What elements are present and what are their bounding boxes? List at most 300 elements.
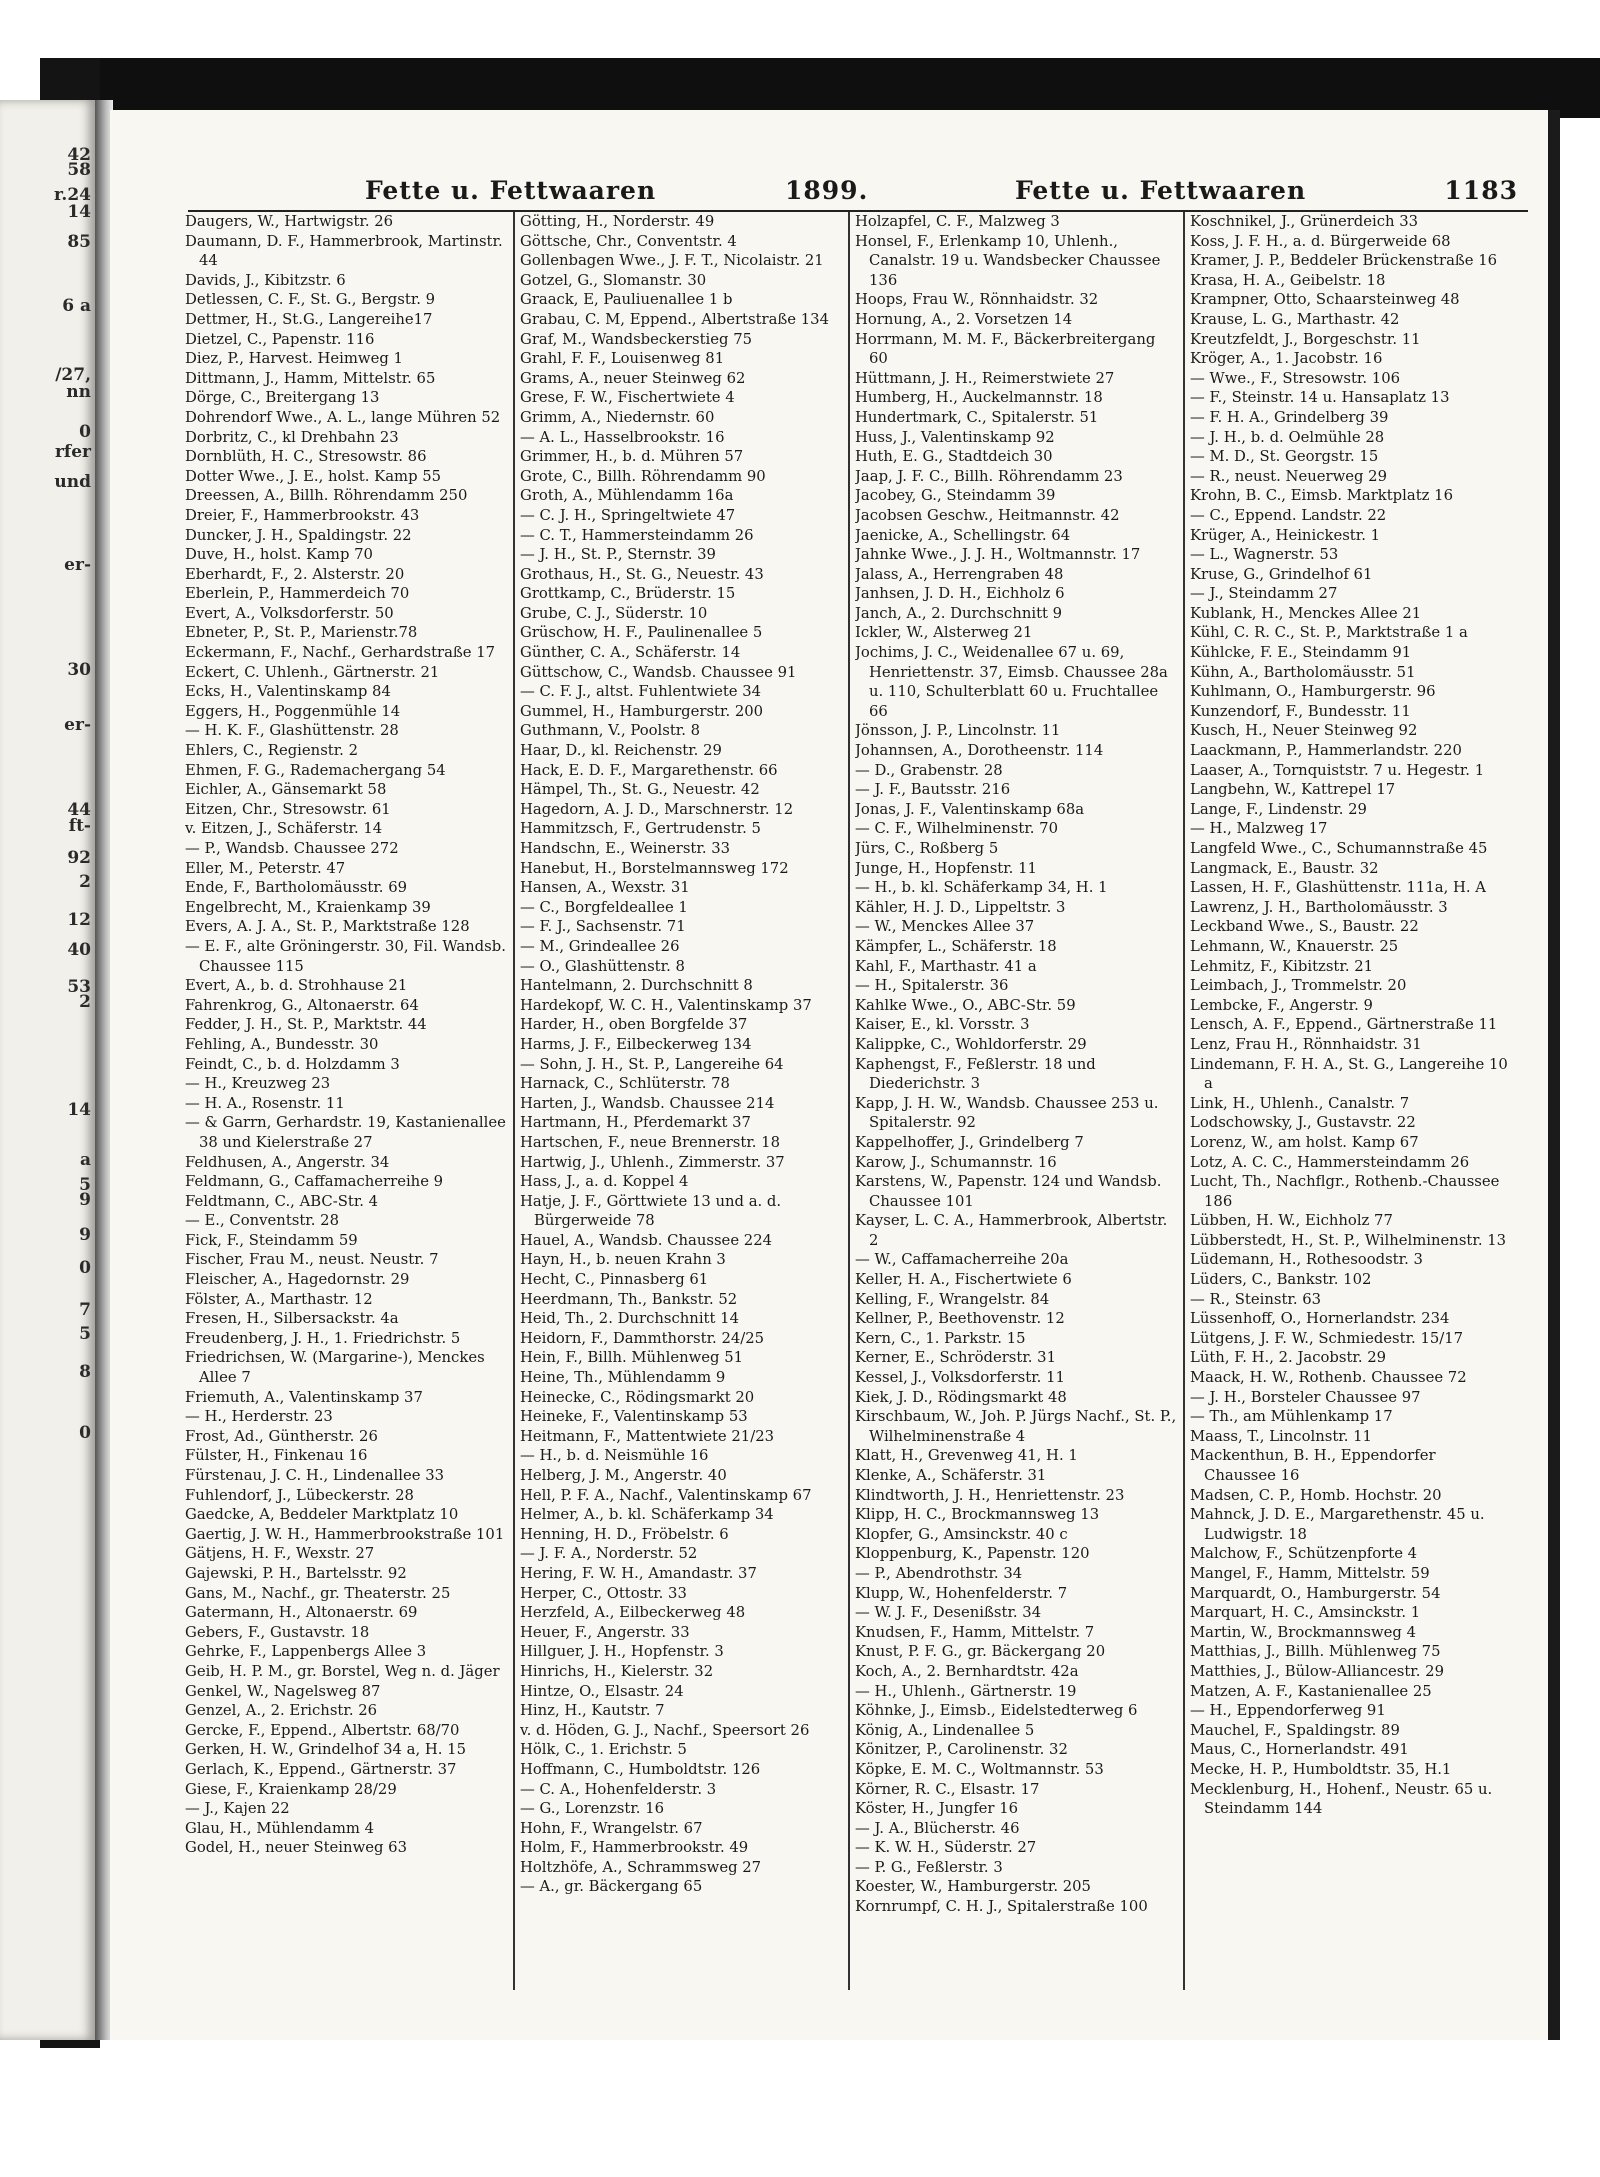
directory-entry: Götting, H., Norderstr. 49 (520, 213, 715, 230)
directory-entry: Fleischer, A., Hagedornstr. 29 (185, 1271, 410, 1289)
directory-columns (185, 212, 1515, 1992)
directory-entry: Godel, H., neuer Steinweg 63 (185, 1839, 407, 1857)
directory-entry: Frost, Ad., Güntherstr. 26 (185, 1427, 378, 1445)
directory-entry: Heitmann, F., Mattentwiete 21/23 (520, 1427, 775, 1445)
directory-column-2 (520, 212, 842, 1990)
directory-entry: Jacobey, G., Steindamm 39 (855, 487, 1056, 505)
directory-entry: Knust, P. F. G., gr. Bäckergang 20 (855, 1643, 1106, 1661)
directory-entry: Könitzer, P., Carolinenstr. 32 (855, 1741, 1068, 1759)
directory-entry: Haar, D., kl. Reichenstr. 29 (520, 742, 722, 760)
directory-entry: — D., Grabenstr. 28 (855, 761, 1003, 779)
directory-entry: Grüschow, H. F., Paulinenallee 5 (520, 624, 763, 642)
directory-entry: Klupp, W., Hohenfelderstr. 7 (855, 1584, 1068, 1602)
directory-entry: Grothaus, H., St. G., Neuestr. 43 (520, 565, 764, 583)
directory-entry: Kruse, G., Grindelhof 61 (1190, 565, 1373, 583)
directory-entry: Heineke, F., Valentinskamp 53 (520, 1408, 748, 1426)
directory-entry: — C. F. J., altst. Fuhlentwiete 34 (520, 683, 762, 701)
directory-entry: Marquardt, O., Hamburgerstr. 54 (1190, 1584, 1441, 1602)
directory-entry: — P. G., Feßlerstr. 3 (855, 1858, 1003, 1876)
directory-entry: Eckermann, F., Nachf., Gerhardstraße 17 (185, 644, 496, 662)
column-divider (513, 212, 515, 1990)
directory-entry: Fülster, H., Finkenau 16 (185, 1447, 368, 1465)
directory-column-4 (1190, 212, 1512, 1990)
directory-entry: Laackmann, P., Hammerlandstr. 220 (1190, 742, 1462, 760)
directory-entry: Köpke, E. M. C., Woltmannstr. 53 (855, 1760, 1104, 1778)
directory-entry: Fürstenau, J. C. H., Lindenallee 33 (185, 1467, 445, 1484)
directory-entry: Lassen, H. F., Glashüttenstr. 111a, H. A (1190, 879, 1486, 897)
directory-entry: Geib, H. P. M., gr. Borstel, Weg n. d. Jäger (185, 1662, 500, 1680)
directory-entry: Kreutzfeldt, J., Borgeschstr. 11 (1190, 330, 1421, 348)
previous-page-text: 85 (67, 232, 91, 252)
previous-page-text: 42 (67, 145, 91, 165)
directory-entry: Günther, C. A., Schäferstr. 14 (520, 644, 741, 662)
directory-entry: Huss, J., Valentinskamp 92 (855, 428, 1055, 446)
directory-entry: Gerlach, K., Eppend., Gärtnerstr. 37 (185, 1760, 457, 1778)
directory-entry: Harnack, C., Schlüterstr. 78 (520, 1075, 730, 1093)
directory-entry: Henning, H. D., Fröbelstr. 6 (520, 1525, 729, 1543)
directory-entry: Leimbach, J., Trommelstr. 20 (1190, 977, 1407, 995)
directory-entry: Daumann, D. F., Hammerbrook, Martinstr. 44 (185, 232, 503, 270)
directory-entry: Klindtworth, J. H., Henriettenstr. 23 (855, 1486, 1125, 1504)
directory-entry: Dreessen, A., Billh. Röhrendamm 250 (185, 487, 468, 505)
directory-entry: Kahl, F., Marthastr. 41 a (855, 957, 1037, 975)
previous-page-text: 14 (67, 202, 91, 222)
directory-entry: Hatje, J. F., Görttwiete 13 und a. d. Bürgerweide 78 (520, 1192, 782, 1230)
directory-entry: Kühlcke, F. E., Steindamm 91 (1190, 644, 1412, 662)
directory-entry: Fehling, A., Bundesstr. 30 (185, 1035, 379, 1053)
directory-entry: — H., Herderstr. 23 (185, 1408, 333, 1426)
directory-entry: Kröger, A., 1. Jacobstr. 16 (1190, 350, 1383, 368)
directory-entry: — R., Steinstr. 63 (1190, 1290, 1322, 1308)
page-header (110, 170, 1530, 214)
directory-entry: Kiek, J. D., Rödingsmarkt 48 (855, 1388, 1067, 1406)
previous-page-text: 5 (79, 1175, 91, 1195)
directory-entry: Gercke, F., Eppend., Albertstr. 68/70 (185, 1721, 460, 1739)
directory-entry: Lindemann, F. H. A., St. G., Langereihe 10 a (1190, 1055, 1508, 1093)
previous-page-text: rfer (54, 442, 91, 462)
scan-frame-top (40, 58, 1600, 118)
directory-entry: — C., Eppend. Landstr. 22 (1190, 506, 1387, 524)
directory-entry: — E., Conventstr. 28 (185, 1212, 339, 1230)
directory-entry: — G., Lorenzstr. 16 (520, 1800, 665, 1818)
directory-entry: Güttschow, C., Wandsb. Chaussee 91 (520, 663, 797, 681)
directory-entry: Fedder, J. H., St. P., Marktstr. 44 (185, 1016, 427, 1034)
directory-entry: Feindt, C., b. d. Holzdamm 3 (185, 1055, 400, 1073)
directory-entry: Fahrenkrog, G., Altonaerstr. 64 (185, 996, 419, 1014)
directory-entry: Jönsson, J. P., Lincolnstr. 11 (855, 722, 1061, 740)
directory-entry: — C. J. H., Springeltwiete 47 (520, 506, 736, 524)
directory-entry: Herzfeld, A., Eilbeckerweg 48 (520, 1604, 746, 1622)
directory-entry: — & Garrn, Gerhardstr. 19, Kastanienallee 38 und Kielerstraße 27 (185, 1114, 506, 1151)
directory-entry: König, A., Lindenallee 5 (855, 1721, 1035, 1739)
directory-entry: Ende, F., Bartholomäusstr. 69 (185, 879, 408, 897)
directory-entry: Evers, A. J. A., St. P., Marktstraße 128 (185, 918, 470, 936)
directory-entry: Eller, M., Peterstr. 47 (185, 859, 346, 877)
directory-entry: Hölk, C., 1. Erichstr. 5 (520, 1741, 687, 1759)
directory-entry: — O., Glashüttenstr. 8 (520, 957, 685, 975)
previous-page-text: 7 (79, 1300, 91, 1320)
directory-entry: Mecklenburg, H., Hohenf., Neustr. 65 u. Steindamm 144 (1190, 1780, 1493, 1818)
directory-entry: Heerdmann, Th., Bankstr. 52 (520, 1290, 738, 1308)
directory-entry: Genzel, A., 2. Erichstr. 26 (185, 1702, 378, 1720)
directory-entry: Heuer, F., Angerstr. 33 (520, 1623, 690, 1641)
directory-entry: Jalass, A., Herrengraben 48 (855, 565, 1064, 583)
directory-entry: Lotz, A. C. C., Hammersteindamm 26 (1190, 1153, 1470, 1171)
directory-entry: Ecks, H., Valentinskamp 84 (185, 683, 391, 701)
previous-page-text: ft- (68, 816, 91, 836)
directory-entry: Jürs, C., Roßberg 5 (855, 840, 999, 857)
directory-entry: Krasa, H. A., Geibelstr. 18 (1190, 271, 1386, 289)
previous-page-text: 5 (79, 1324, 91, 1344)
directory-entry: Grottkamp, C., Brüderstr. 15 (520, 585, 736, 603)
directory-entry: Lüdemann, H., Rothesoodstr. 3 (1190, 1251, 1423, 1269)
previous-page-text: 8 (79, 1362, 91, 1382)
directory-entry: Hartschen, F., neue Brennerstr. 18 (520, 1133, 781, 1151)
directory-entry: Grote, C., Billh. Röhrendamm 90 (520, 467, 766, 485)
directory-entry: Hayn, H., b. neuen Krahn 3 (520, 1251, 726, 1269)
previous-page-text: 30 (67, 660, 91, 680)
directory-entry: — K. W. H., Süderstr. 27 (855, 1839, 1037, 1857)
directory-entry: Eitzen, Chr., Stresowstr. 61 (185, 800, 391, 818)
directory-entry: Hüttmann, J. H., Reimerstwiete 27 (855, 369, 1115, 387)
directory-entry: Lensch, A. F., Eppend., Gärtnerstraße 11 (1190, 1016, 1498, 1034)
directory-entry: Grahl, F. F., Louisenweg 81 (520, 350, 725, 368)
directory-entry: Feldhusen, A., Angerstr. 34 (185, 1153, 390, 1171)
previous-page-text: 6 a (62, 296, 91, 316)
directory-entry: Krampner, Otto, Schaarsteinweg 48 (1190, 291, 1460, 309)
header-left-title: Fette u. Fettwaaren (365, 176, 657, 205)
directory-entry: Dreier, F., Hammerbrookstr. 43 (185, 506, 420, 524)
directory-entry: Evert, A., b. d. Strohhause 21 (185, 977, 408, 995)
directory-entry: Dörge, C., Breitergang 13 (185, 389, 380, 407)
previous-page-text: 9 (79, 1225, 91, 1245)
directory-entry: Jochims, J. C., Weidenallee 67 u. 69, Henriettenstr. 37, Eimsb. Chaussee 28a u. 110, Schulterblatt 60 u. Fruchtallee 66 (855, 644, 1168, 720)
directory-entry: Hauel, A., Wandsb. Chaussee 224 (520, 1231, 773, 1249)
directory-entry: Hintze, O., Elsastr. 24 (520, 1682, 684, 1700)
directory-entry: — P., Wandsb. Chaussee 272 (185, 840, 399, 857)
directory-entry: Kämpfer, L., Schäferstr. 18 (855, 937, 1057, 955)
directory-entry: Kloppenburg, K., Papenstr. 120 (855, 1545, 1090, 1563)
directory-entry: — L., Wagnerstr. 53 (1190, 546, 1339, 564)
directory-entry: Kusch, H., Neuer Steinweg 92 (1190, 722, 1418, 740)
directory-entry: Humberg, H., Auckelmannstr. 18 (855, 389, 1103, 407)
directory-entry: — H., Uhlenh., Gärtnerstr. 19 (855, 1682, 1077, 1700)
directory-entry: Engelbrecht, M., Kraienkamp 39 (185, 898, 431, 916)
directory-entry: Hinz, H., Kautstr. 7 (520, 1702, 665, 1720)
directory-entry: Dorbritz, C., kl Drehbahn 23 (185, 428, 399, 446)
directory-entry: Matzen, A. F., Kastanienallee 25 (1190, 1682, 1432, 1700)
directory-entry: Daugers, W., Hartwigstr. 26 (185, 213, 394, 230)
directory-entry: Genkel, W., Nagelsweg 87 (185, 1682, 381, 1700)
previous-page-text: 40 (67, 940, 91, 960)
directory-entry: Hecht, C., Pinnasberg 61 (520, 1271, 709, 1289)
directory-entry: Mahnck, J. D. E., Margarethenstr. 45 u. Ludwigstr. 18 (1190, 1506, 1485, 1543)
directory-entry: Grese, F. W., Fischertwiete 4 (520, 389, 735, 407)
directory-entry: Lübberstedt, H., St. P., Wilhelminenstr. 13 (1190, 1231, 1507, 1249)
directory-entry: Hell, P. F. A., Nachf., Valentinskamp 67 (520, 1486, 812, 1504)
directory-entry: v. d. Höden, G. J., Nachf., Speersort 26 (520, 1721, 810, 1739)
directory-entry: Detlessen, C. F., St. G., Bergstr. 9 (185, 291, 436, 309)
directory-entry: Krohn, B. C., Eimsb. Marktplatz 16 (1190, 487, 1453, 505)
previous-page-text: 53 (67, 977, 91, 997)
directory-entry: Gotzel, G., Slomanstr. 30 (520, 271, 707, 289)
directory-entry: Lembcke, F., Angerstr. 9 (1190, 996, 1373, 1014)
directory-entry: Grube, C. J., Süderstr. 10 (520, 604, 708, 622)
column-divider (1183, 212, 1185, 1990)
directory-entry: Mackenthun, B. H., Eppendorfer Chaussee 16 (1190, 1447, 1436, 1484)
directory-entry: Harten, J., Wandsb. Chaussee 214 (520, 1094, 775, 1112)
directory-entry: Feldmann, G., Caffamacherreihe 9 (185, 1173, 444, 1191)
directory-entry: — M. D., St. Georgstr. 15 (1190, 448, 1379, 466)
directory-entry: Fuhlendorf, J., Lübeckerstr. 28 (185, 1486, 414, 1504)
directory-entry: Handschn, E., Weinerstr. 33 (520, 840, 731, 857)
directory-entry: Eberlein, P., Hammerdeich 70 (185, 585, 410, 603)
directory-entry: Fresen, H., Silbersackstr. 4a (185, 1310, 399, 1328)
directory-entry: Koschnikel, J., Grünerdeich 33 (1190, 213, 1419, 230)
directory-entry: Lawrenz, J. H., Bartholomäusstr. 3 (1190, 898, 1448, 916)
directory-entry: Karstens, W., Papenstr. 124 und Wandsb. Chaussee 101 (855, 1173, 1162, 1210)
directory-entry: Kayser, L. C. A., Hammerbrook, Albertstr. 2 (855, 1212, 1168, 1249)
directory-entry: Kaphengst, F., Feßlerstr. 18 und Diederichstr. 3 (855, 1055, 1096, 1093)
directory-entry: Eberhardt, F., 2. Alsterstr. 20 (185, 565, 405, 583)
directory-entry: — Th., am Mühlenkamp 17 (1190, 1408, 1393, 1426)
directory-entry: Hagedorn, A. J. D., Marschnerstr. 12 (520, 800, 794, 818)
directory-entry: Graf, M., Wandsbeckerstieg 75 (520, 330, 753, 348)
directory-entry: Lübben, H. W., Eichholz 77 (1190, 1212, 1393, 1230)
directory-entry: Lehmitz, F., Kibitzstr. 21 (1190, 957, 1374, 975)
directory-entry: Jonas, J. F., Valentinskamp 68a (855, 800, 1085, 818)
directory-entry: — J. F., Bautsstr. 216 (855, 781, 1011, 799)
directory-entry: Hundertmark, C., Spitalerstr. 51 (855, 408, 1099, 426)
directory-entry: — H., b. kl. Schäferkamp 34, H. 1 (855, 879, 1108, 897)
directory-entry: — H., Malzweg 17 (1190, 820, 1328, 838)
directory-entry: — H., Spitalerstr. 36 (855, 977, 1009, 995)
directory-entry: Keller, H. A., Fischertwiete 6 (855, 1271, 1072, 1289)
directory-entry: Hanebut, H., Borstelmannsweg 172 (520, 859, 789, 877)
directory-entry: Honsel, F., Erlenkamp 10, Uhlenh., Canalstr. 19 u. Wandsbecker Chaussee 136 (855, 232, 1161, 289)
directory-entry: Kerner, E., Schröderstr. 31 (855, 1349, 1056, 1367)
directory-entry: Fischer, Frau M., neust. Neustr. 7 (185, 1251, 439, 1269)
directory-entry: Göttsche, Chr., Conventstr. 4 (520, 232, 737, 250)
directory-entry: Lüth, F. H., 2. Jacobstr. 29 (1190, 1349, 1387, 1367)
column-divider (848, 212, 850, 1990)
directory-entry: — J., Steindamm 27 (1190, 585, 1338, 603)
directory-entry: — H. A., Rosenstr. 11 (185, 1094, 345, 1112)
directory-entry: Ebneter, P., St. P., Marienstr.78 (185, 624, 418, 642)
directory-entry: Davids, J., Kibitzstr. 6 (185, 271, 346, 289)
directory-entry: Langfeld Wwe., C., Schumannstraße 45 (1190, 840, 1488, 857)
directory-entry: Hartmann, H., Pferdemarkt 37 (520, 1114, 751, 1132)
previous-page-text: 0 (79, 1258, 91, 1278)
previous-page-text: r.24 (54, 185, 91, 205)
previous-page-text: 9 (79, 1190, 91, 1210)
directory-entry: Körner, R. C., Elsastr. 17 (855, 1780, 1040, 1798)
directory-entry: — H., Eppendorferweg 91 (1190, 1702, 1386, 1720)
directory-entry: Matthies, J., Bülow-Alliancestr. 29 (1190, 1662, 1444, 1680)
directory-entry: Karow, J., Schumannstr. 16 (855, 1153, 1057, 1171)
directory-entry: Kühl, C. R. C., St. P., Marktstraße 1 a (1190, 624, 1468, 642)
directory-entry: — J., Kajen 22 (185, 1800, 290, 1818)
directory-entry: Gajewski, P. H., Bartelsstr. 92 (185, 1564, 407, 1582)
directory-entry: Koch, A., 2. Bernhardtstr. 42a (855, 1662, 1079, 1680)
directory-entry: Heine, Th., Mühlendamm 9 (520, 1369, 726, 1387)
directory-entry: Ickler, W., Alsterweg 21 (855, 624, 1033, 642)
directory-entry: Hartwig, J., Uhlenh., Zimmerstr. 37 (520, 1153, 785, 1171)
directory-entry: Helberg, J. M., Angerstr. 40 (520, 1467, 727, 1484)
directory-entry: Huth, E. G., Stadtdeich 30 (855, 448, 1053, 466)
directory-entry: Maack, H. W., Rothenb. Chaussee 72 (1190, 1369, 1467, 1387)
directory-entry: Madsen, C. P., Homb. Hochstr. 20 (1190, 1486, 1442, 1504)
directory-entry: Langbehn, W., Kattrepel 17 (1190, 781, 1396, 799)
previous-page-text: er- (64, 555, 91, 575)
directory-entry: Klenke, A., Schäferstr. 31 (855, 1467, 1047, 1484)
directory-entry: Graack, E, Pauliuenallee 1 b (520, 291, 733, 309)
directory-entry: Lucht, Th., Nachflgr., Rothenb.-Chaussee 186 (1190, 1173, 1500, 1210)
directory-entry: Helmer, A., b. kl. Schäferkamp 34 (520, 1506, 774, 1524)
directory-entry: Dettmer, H., St.G., Langereihe17 (185, 310, 433, 328)
directory-entry: — F., Steinstr. 14 u. Hansaplatz 13 (1190, 389, 1450, 407)
directory-entry: Gaertig, J. W. H., Hammerbrookstraße 101 (185, 1525, 505, 1543)
directory-entry: — E. F., alte Gröningerstr. 30, Fil. Wandsb. Chaussee 115 (185, 937, 506, 975)
directory-entry: Heidorn, F., Dammthorstr. 24/25 (520, 1329, 765, 1347)
header-year: 1899. (785, 176, 869, 205)
previous-page-text: a (79, 1150, 91, 1170)
directory-entry: Guthmann, V., Poolstr. 8 (520, 722, 701, 740)
previous-page-text: 0 (79, 422, 91, 442)
directory-entry: Herper, C., Ottostr. 33 (520, 1584, 687, 1602)
directory-entry: Heinecke, C., Rödingsmarkt 20 (520, 1388, 755, 1406)
directory-entry: Jaenicke, A., Schellingstr. 64 (855, 526, 1071, 544)
directory-entry: Ehmen, F. G., Rademachergang 54 (185, 761, 446, 779)
directory-entry: Langmack, E., Baustr. 32 (1190, 859, 1379, 877)
directory-entry: Matthias, J., Billh. Mühlenweg 75 (1190, 1643, 1441, 1661)
directory-entry: Eichler, A., Gänsemarkt 58 (185, 781, 387, 799)
directory-entry: Gebers, F., Gustavstr. 18 (185, 1623, 370, 1641)
directory-entry: Dietzel, C., Papenstr. 116 (185, 330, 375, 348)
directory-entry: Gans, M., Nachf., gr. Theaterstr. 25 (185, 1584, 451, 1602)
previous-page-text: 0 (79, 1423, 91, 1443)
directory-entry: Knudsen, F., Hamm, Mittelstr. 7 (855, 1623, 1095, 1641)
directory-entry: Kublank, H., Menckes Allee 21 (1190, 604, 1422, 622)
directory-entry: Malchow, F., Schützenpforte 4 (1190, 1545, 1418, 1563)
directory-entry: Friemuth, A., Valentinskamp 37 (185, 1388, 423, 1406)
directory-entry: Gaedcke, A, Beddeler Marktplatz 10 (185, 1506, 459, 1524)
directory-entry: Glau, H., Mühlendamm 4 (185, 1819, 375, 1837)
directory-entry: — W., Menckes Allee 37 (855, 918, 1035, 936)
directory-entry: — Wwe., F., Stresowstr. 106 (1190, 369, 1401, 387)
directory-entry: Ehlers, C., Regienstr. 2 (185, 742, 358, 760)
directory-entry: Hoops, Frau W., Rönnhaidstr. 32 (855, 291, 1099, 309)
directory-entry: Harms, J. F., Eilbeckerweg 134 (520, 1035, 752, 1053)
directory-entry: Junge, H., Hopfenstr. 11 (855, 859, 1037, 877)
directory-entry: Jacobsen Geschw., Heitmannstr. 42 (855, 506, 1120, 524)
directory-entry: Hansen, A., Wexstr. 31 (520, 879, 690, 897)
directory-entry: Lütgens, J. F. W., Schmiedestr. 15/17 (1190, 1329, 1464, 1347)
directory-entry: Holzapfel, C. F., Malzweg 3 (855, 213, 1060, 230)
directory-entry: Kirschbaum, W., Joh. P. Jürgs Nachf., St. P., Wilhelminenstraße 4 (855, 1408, 1177, 1445)
directory-entry: Gehrke, F., Lappenbergs Allee 3 (185, 1643, 427, 1661)
directory-entry: Eckert, C. Uhlenh., Gärtnerstr. 21 (185, 663, 440, 681)
directory-entry: Grimm, A., Niedernstr. 60 (520, 408, 715, 426)
previous-page-text: 92 (67, 848, 91, 868)
directory-entry: Kramer, J. P., Beddeler Brückenstraße 16 (1190, 252, 1498, 270)
directory-entry: Gummel, H., Hamburgerstr. 200 (520, 702, 764, 720)
directory-entry: Dotter Wwe., J. E., holst. Kamp 55 (185, 467, 442, 485)
directory-entry: Klopfer, G., Amsinckstr. 40 c (855, 1525, 1068, 1543)
directory-entry: Hein, F., Billh. Mühlenweg 51 (520, 1349, 744, 1367)
directory-entry: Kessel, J., Volksdorferstr. 11 (855, 1369, 1065, 1387)
previous-page-text: und (54, 472, 91, 492)
directory-entry: Diez, P., Harvest. Heimweg 1 (185, 350, 403, 368)
directory-entry: Gollenbagen Wwe., J. F. T., Nicolaistr. 21 (520, 252, 824, 270)
directory-entry: Krüger, A., Heinickestr. 1 (1190, 526, 1381, 544)
previous-page-text: nn (66, 382, 91, 402)
directory-entry: Leckband Wwe., S., Baustr. 22 (1190, 918, 1419, 936)
previous-page-text: 12 (67, 910, 91, 930)
directory-entry: Grimmer, H., b. d. Mühren 57 (520, 448, 744, 466)
directory-entry: Duncker, J. H., Spaldingstr. 22 (185, 526, 412, 544)
directory-entry: Mangel, F., Hamm, Mittelstr. 59 (1190, 1564, 1430, 1582)
directory-entry: Janhsen, J. D. H., Eichholz 6 (855, 585, 1065, 603)
directory-entry: Krause, L. G., Marthastr. 42 (1190, 310, 1400, 328)
directory-entry: Lüders, C., Bankstr. 102 (1190, 1271, 1372, 1289)
directory-entry: — M., Grindeallee 26 (520, 937, 680, 955)
directory-entry: Fölster, A., Marthastr. 12 (185, 1290, 373, 1308)
directory-entry: Jaap, J. F. C., Billh. Röhrendamm 23 (855, 467, 1123, 485)
directory-entry: Martin, W., Brockmannsweg 4 (1190, 1623, 1417, 1641)
directory-entry: Lehmann, W., Knauerstr. 25 (1190, 937, 1399, 955)
directory-entry: Köhnke, J., Eimsb., Eidelstedterweg 6 (855, 1702, 1138, 1720)
directory-entry: Evert, A., Volksdorferstr. 50 (185, 604, 394, 622)
previous-page-text: 2 (79, 992, 91, 1012)
directory-entry: — A., gr. Bäckergang 65 (520, 1878, 703, 1896)
directory-entry: Hämpel, Th., St. G., Neuestr. 42 (520, 781, 760, 799)
previous-page-text: 2 (79, 872, 91, 892)
previous-page-text: /27, (55, 365, 91, 385)
directory-entry: — P., Abendrothstr. 34 (855, 1564, 1023, 1582)
directory-entry: Harder, H., oben Borgfelde 37 (520, 1016, 748, 1034)
directory-entry: Eggers, H., Poggenmühle 14 (185, 702, 401, 720)
directory-entry: Mauchel, F., Spaldingstr. 89 (1190, 1721, 1400, 1739)
directory-entry: — J. H., St. P., Sternstr. 39 (520, 546, 716, 564)
directory-entry: Dohrendorf Wwe., A. L., lange Mühren 52 (185, 408, 501, 426)
directory-entry: Lange, F., Lindenstr. 29 (1190, 800, 1367, 818)
directory-entry: Köster, H., Jungfer 16 (855, 1800, 1019, 1818)
directory-entry: — J. A., Blücherstr. 46 (855, 1819, 1020, 1837)
directory-entry: — C. T., Hammersteindamm 26 (520, 526, 754, 544)
directory-entry: — W., Caffamacherreihe 20a (855, 1251, 1069, 1269)
directory-entry: Kunzendorf, F., Bundesstr. 11 (1190, 702, 1411, 720)
directory-entry: Fick, F., Steindamm 59 (185, 1231, 358, 1249)
directory-entry: Lodschowsky, J., Gustavstr. 22 (1190, 1114, 1416, 1132)
directory-entry: Marquart, H. C., Amsinckstr. 1 (1190, 1604, 1421, 1622)
directory-entry: Hantelmann, 2. Durchschnitt 8 (520, 977, 753, 995)
directory-entry: Hillguer, J. H., Hopfenstr. 3 (520, 1643, 724, 1661)
page-number: 1183 (1444, 176, 1518, 205)
directory-column-1 (185, 212, 507, 1990)
directory-entry: Hohn, F., Wrangelstr. 67 (520, 1819, 703, 1837)
directory-entry: — C. F., Wilhelminenstr. 70 (855, 820, 1059, 838)
directory-entry: Hass, J., a. d. Koppel 4 (520, 1173, 689, 1191)
previous-page-text: 44 (67, 800, 91, 820)
directory-entry: Kuhlmann, O., Hamburgerstr. 96 (1190, 683, 1436, 701)
directory-entry: — C., Borgfeldeallee 1 (520, 898, 688, 916)
directory-page (110, 110, 1560, 2040)
previous-page-text: er- (64, 715, 91, 735)
directory-entry: — C. A., Hohenfelderstr. 3 (520, 1780, 717, 1798)
directory-entry: Horrmann, M. M. F., Bäckerbreitergang 60 (855, 330, 1156, 368)
directory-entry: — H. K. F., Glashüttenstr. 28 (185, 722, 399, 740)
